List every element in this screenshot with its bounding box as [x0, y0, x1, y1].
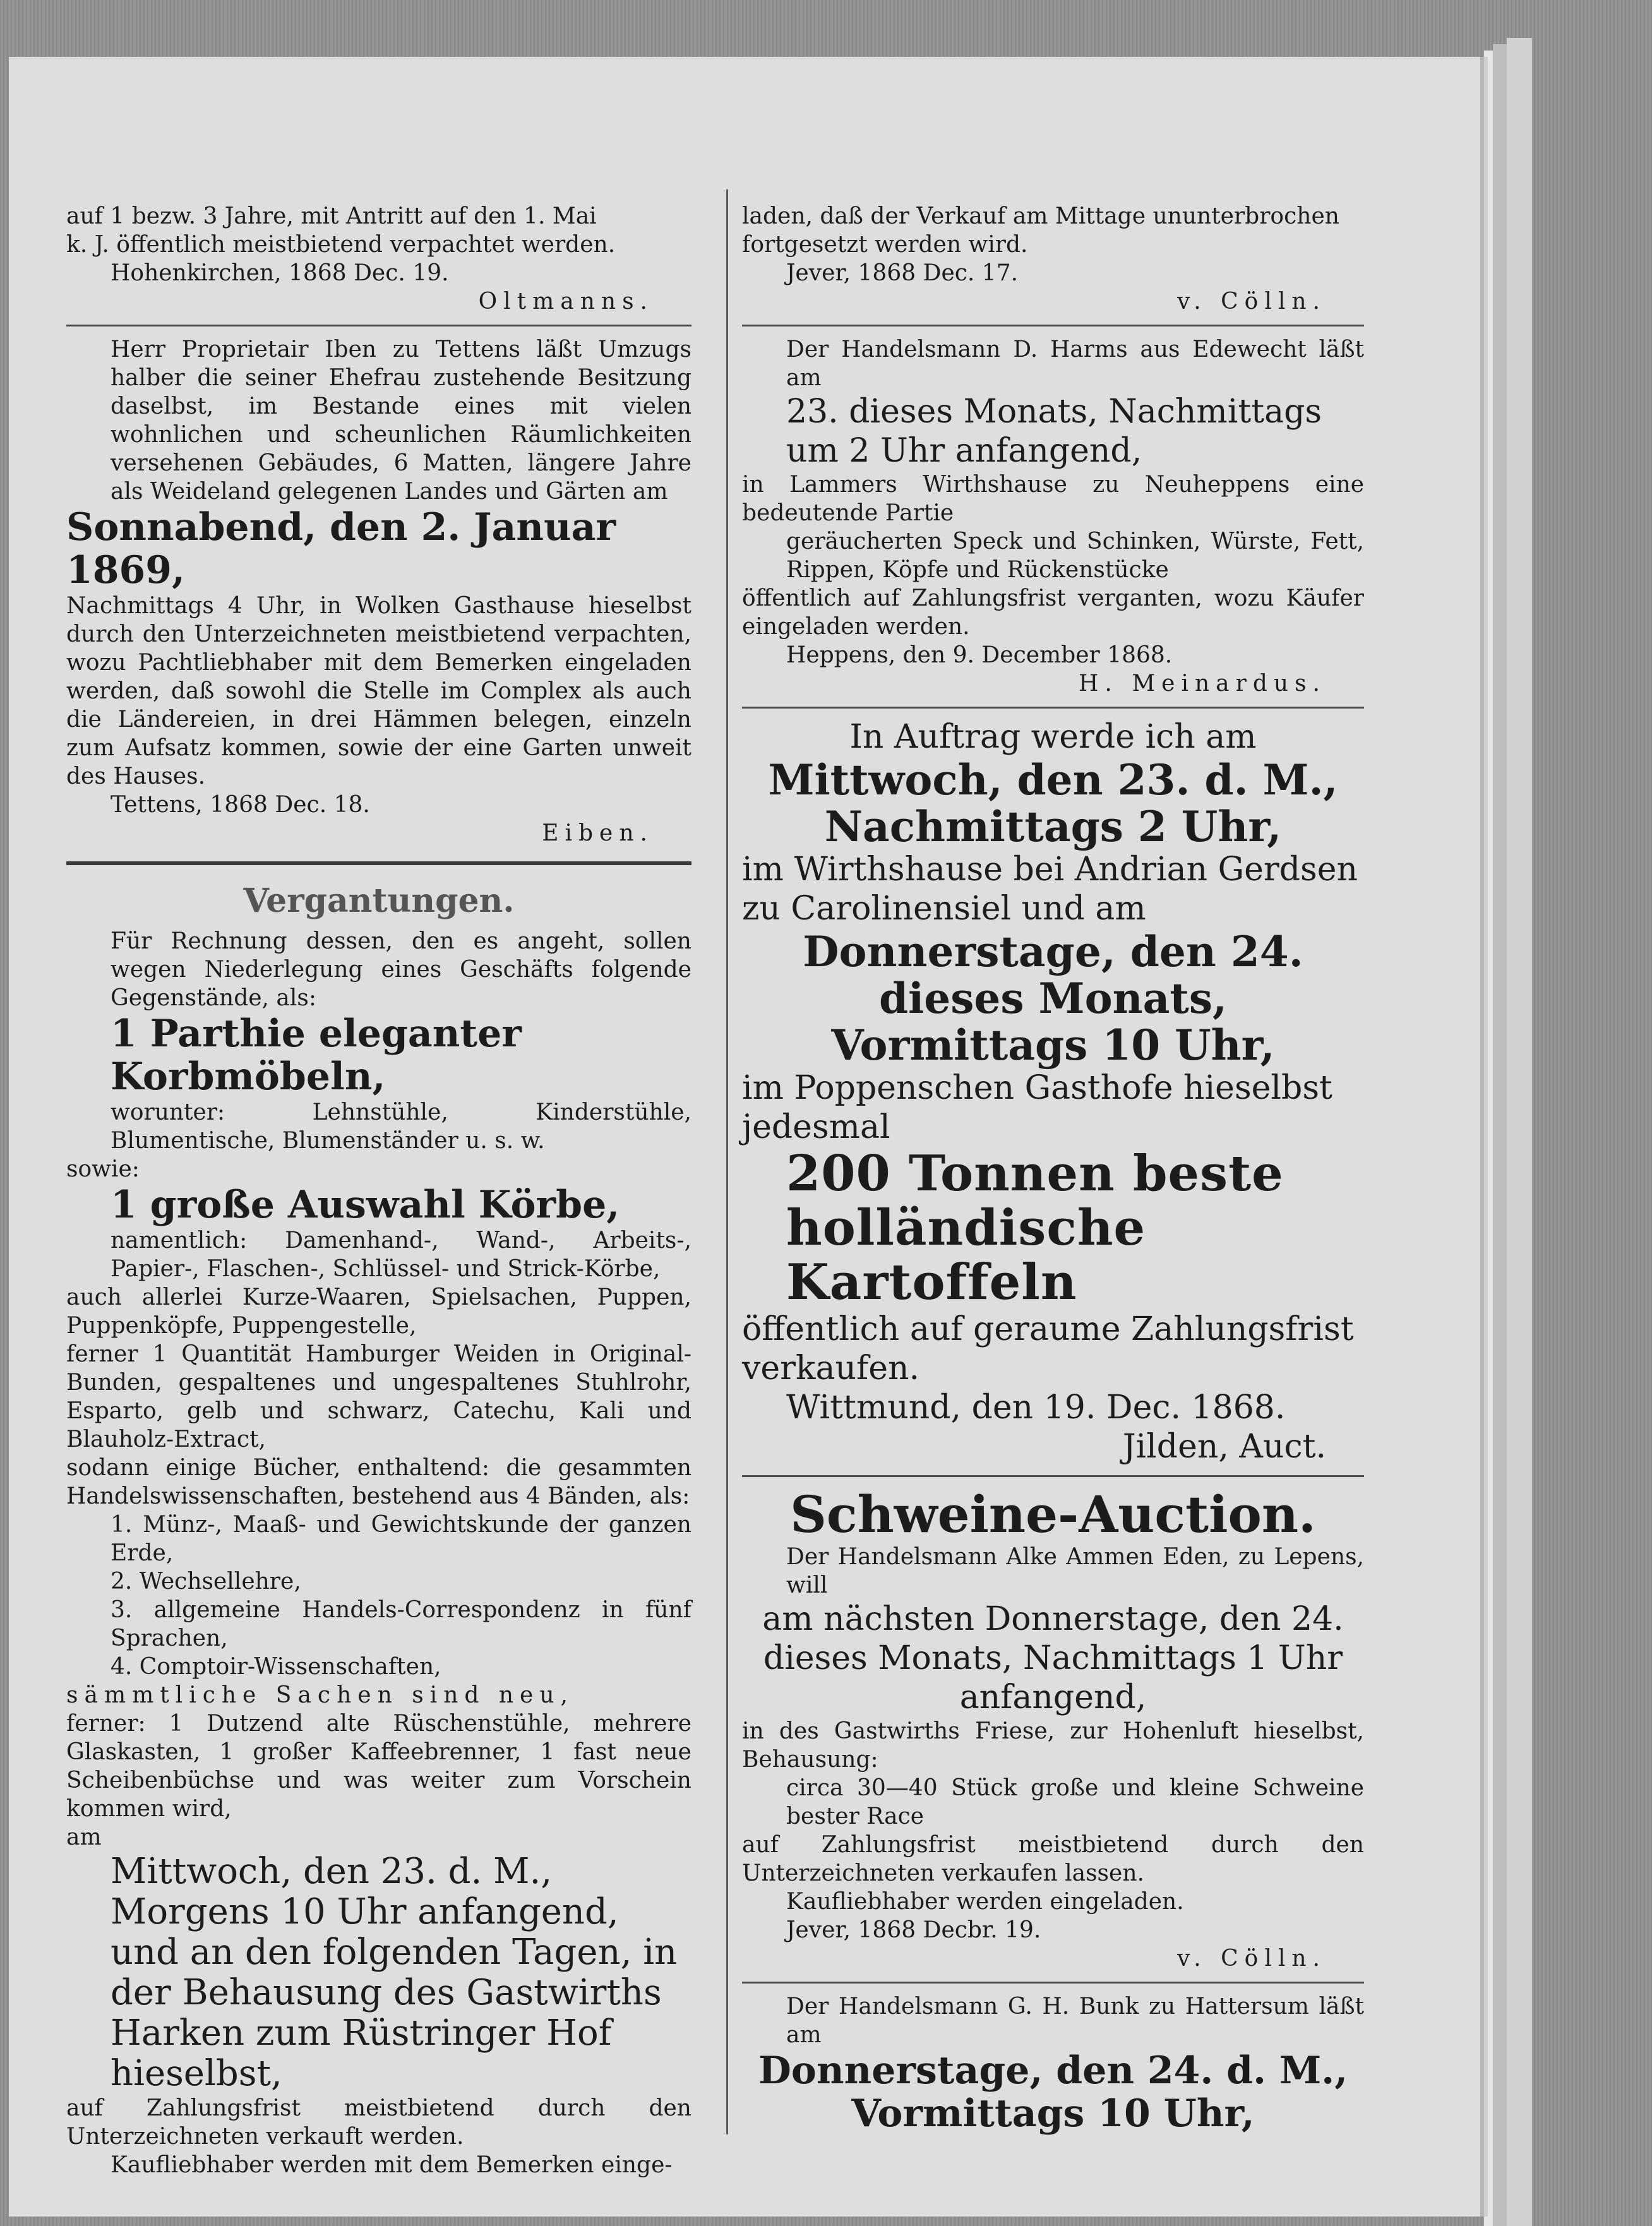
ad-item-headline: 1 Parthie eleganter Korbmöbeln,	[111, 1012, 522, 1099]
ad-text: öffentlich auf Zahlungsfrist verganten, wozu Käufer eingeladen werden.	[742, 585, 1364, 640]
ad-text: in des Gastwirths Friese, zur Hohenluft hieselbst, Behausung:	[742, 1718, 1364, 1773]
ad-text: Kaufliebhaber werden mit dem Bemerken einge-	[111, 2152, 673, 2178]
ad-date-headline: Mittwoch, den 23. d. M., Morgens 10 Uhr anfangend, und an den folgenden Tagen, in der Behausung des Gastwirths Harken zum Rüstringer Hof hieselbst,	[111, 1851, 678, 2094]
ad-date-headline: 23. dieses Monats, Nachmittags um 2 Uhr anfangend,	[786, 393, 1322, 470]
ad-text: namentlich: Damenhand-, Wand-, Arbeits-, Papier-, Flaschen-, Schlüssel- und Strick-Körbe,	[111, 1228, 691, 1282]
rule	[66, 325, 691, 326]
ad-text: Der Handelsmann D. Harms aus Edewecht läßt am	[786, 337, 1364, 391]
ad-text: Der Handelsmann G. H. Bunk zu Hattersum läßt am	[786, 1994, 1364, 2048]
page-edge	[1507, 38, 1532, 2226]
ad-signature: Oltmanns.	[478, 289, 654, 314]
ad-place-date: Hohenkirchen, 1868 Dec. 19.	[111, 260, 449, 286]
ad-coelln-1	[742, 202, 1364, 316]
ad-place-date: Tettens, 1868 Dec. 18.	[111, 792, 370, 818]
ad-text: sowie:	[66, 1156, 140, 1182]
ad-text: laden, daß der Verkauf am Mittage ununterbrochen	[742, 203, 1339, 229]
ad-date-headline: Vormittags 10 Uhr,	[831, 1020, 1275, 1070]
ad-headline: Schweine-Auction.	[790, 1485, 1316, 1544]
ad-vergantung	[66, 927, 691, 2179]
section-heading: Vergantungen.	[243, 882, 515, 920]
ad-place-date: Wittmund, den 19. Dec. 1868.	[786, 1389, 1286, 1427]
ad-signature: Jilden, Auct.	[1122, 1428, 1326, 1466]
ad-text: Nachmittags 4 Uhr, in Wolken Gasthause hieselbst durch den Unterzeichneten meistbietend verpachten, wozu Pachtliebhaber mit dem Bemerken eingeladen werden, daß sowohl die Stelle im Complex als auch die Ländereien, in drei Hämmen belegen, einzeln zum Aufsatz kommen, sowie der eine Garten unweit des Hauses.	[66, 593, 691, 789]
ad-text: ferner 1 Quantität Hamburger Weiden in Original-Bunden, gespaltenes und ungespaltenes Stuhlrohr, Esparto, gelb und schwarz, Catechu, Kali und Blauholz-Extract,	[66, 1341, 691, 1452]
ad-text: in Lammers Wirthshause zu Neuheppens eine bedeutende Partie	[742, 472, 1364, 526]
ad-text: ferner: 1 Dutzend alte Rüschenstühle, mehrere Glaskasten, 1 großer Kaffeebrenner, 1 fast neue Scheibenbüchse und was weiter zum Vorschein kommen wird,	[66, 1711, 691, 1822]
ad-date-headline: Mittwoch, den 23. d. M.,	[768, 755, 1338, 805]
ad-oltmanns	[66, 202, 691, 316]
ad-jilden	[742, 717, 1364, 1466]
book-list-item: 2. Wechsellehre,	[111, 1569, 301, 1595]
ad-text: Der Handelsmann Alke Ammen Eden, zu Lepens, will	[786, 1544, 1364, 1598]
book-list-item: 3. allgemeine Handels-Correspondenz in fünf Sprachen,	[111, 1597, 691, 1651]
ad-text: sodann einige Bücher, enthaltend: die gesammten Handelswissenschaften, bestehend aus 4 Bänden, als:	[66, 1455, 691, 1509]
ad-text: auf Zahlungsfrist meistbietend durch den Unterzeichneten verkaufen lassen.	[742, 1832, 1364, 1886]
ad-text: fortgesetzt werden wird.	[742, 232, 1028, 258]
ad-bunk	[742, 1992, 1364, 2135]
ad-text: sämmtliche Sachen sind neu,	[66, 1682, 574, 1708]
rule	[742, 707, 1364, 709]
ad-item-headline: 1 große Auswahl Körbe,	[111, 1183, 620, 1227]
ad-signature: v. Cölln.	[1177, 289, 1326, 314]
ad-text: Herr Proprietair Iben zu Tettens läßt Umzugs halber die seiner Ehefrau zustehende Besitzung daselbst, im Bestande eines mit vielen wohnlichen und scheunlichen Räumlichkeiten versehenen Gebäudes, 6 Matten, längere Jahre als Weideland gelegenen Landes und Gärten am	[111, 337, 691, 505]
ad-date-headline: Donnerstage, den 24. dieses Monats,	[803, 927, 1303, 1023]
ad-text: In Auftrag werde ich am	[849, 718, 1257, 756]
ad-date-headline: Donnerstage, den 24. d. M., Vormittags 10 Uhr,	[758, 2049, 1348, 2136]
column-divider	[726, 189, 728, 2134]
left-column	[66, 202, 691, 2179]
ad-signature: Eiben.	[542, 820, 654, 846]
ad-goods: circa 30—40 Stück große und kleine Schweine bester Race	[786, 1775, 1364, 1829]
ad-signature: v. Cölln.	[1177, 1946, 1326, 1972]
rule	[742, 1475, 1364, 1477]
ad-place-date: Jever, 1868 Decbr. 19.	[786, 1917, 1041, 1943]
ad-text: öffentlich auf geraume Zahlungsfrist verkaufen.	[742, 1310, 1354, 1387]
ad-schweine	[742, 1486, 1364, 1973]
ad-text: auf 1 bezw. 3 Jahre, mit Antritt auf den 1. Mai	[66, 203, 597, 229]
ad-iben	[66, 335, 691, 847]
ad-text: Kaufliebhaber werden eingeladen.	[786, 1889, 1184, 1915]
ad-date-headline: Nachmittags 2 Uhr,	[824, 802, 1282, 851]
ad-text: im Poppenschen Gasthofe hieselbst jedesmal	[742, 1069, 1332, 1146]
ad-text: worunter: Lehnstühle, Kinderstühle, Blumentische, Blumenständer u. s. w.	[111, 1099, 691, 1154]
book-list-item: 4. Comptoir-Wissenschaften,	[111, 1654, 441, 1680]
book-list-item: 1. Münz-, Maaß- und Gewichtskunde der ganzen Erde,	[111, 1512, 691, 1566]
rule	[66, 861, 691, 865]
ad-text: auch allerlei Kurze-Waaren, Spielsachen, Puppen, Puppenköpfe, Puppengestelle,	[66, 1284, 691, 1339]
ad-harms	[742, 335, 1364, 698]
page-edge	[1493, 44, 1507, 2226]
ad-signature: H. Meinardus.	[1079, 671, 1326, 697]
ad-text: k. J. öffentlich meistbietend verpachtet werden.	[66, 232, 616, 258]
ad-text: im Wirthshause bei Andrian Gerdsen zu Carolinensiel und am	[742, 851, 1358, 928]
ad-goods-headline: 200 Tonnen beste holländische Kartoffeln	[786, 1145, 1284, 1311]
rule	[742, 1982, 1364, 1984]
right-column	[742, 202, 1364, 2135]
page-edge	[1484, 51, 1493, 2226]
ad-text: Für Rechnung dessen, den es angeht, sollen wegen Niederlegung eines Geschäfts folgende Gegenstände, als:	[111, 928, 691, 1011]
ad-date-headline: Sonnabend, den 2. Januar 1869,	[66, 505, 616, 592]
ad-text: am	[66, 1824, 102, 1850]
ad-text: auf Zahlungsfrist meistbietend durch den Unterzeichneten verkauft werden.	[66, 2095, 691, 2150]
ad-goods: geräucherten Speck und Schinken, Würste, Fett, Rippen, Köpfe und Rückenstücke	[786, 529, 1364, 583]
ad-place-date: Heppens, den 9. December 1868.	[786, 642, 1173, 668]
ad-date-headline: am nächsten Donnerstage, den 24. dieses Monats, Nachmittags 1 Uhr anfangend,	[762, 1600, 1344, 1716]
rule	[742, 325, 1364, 326]
ad-place-date: Jever, 1868 Dec. 17.	[786, 260, 1019, 286]
